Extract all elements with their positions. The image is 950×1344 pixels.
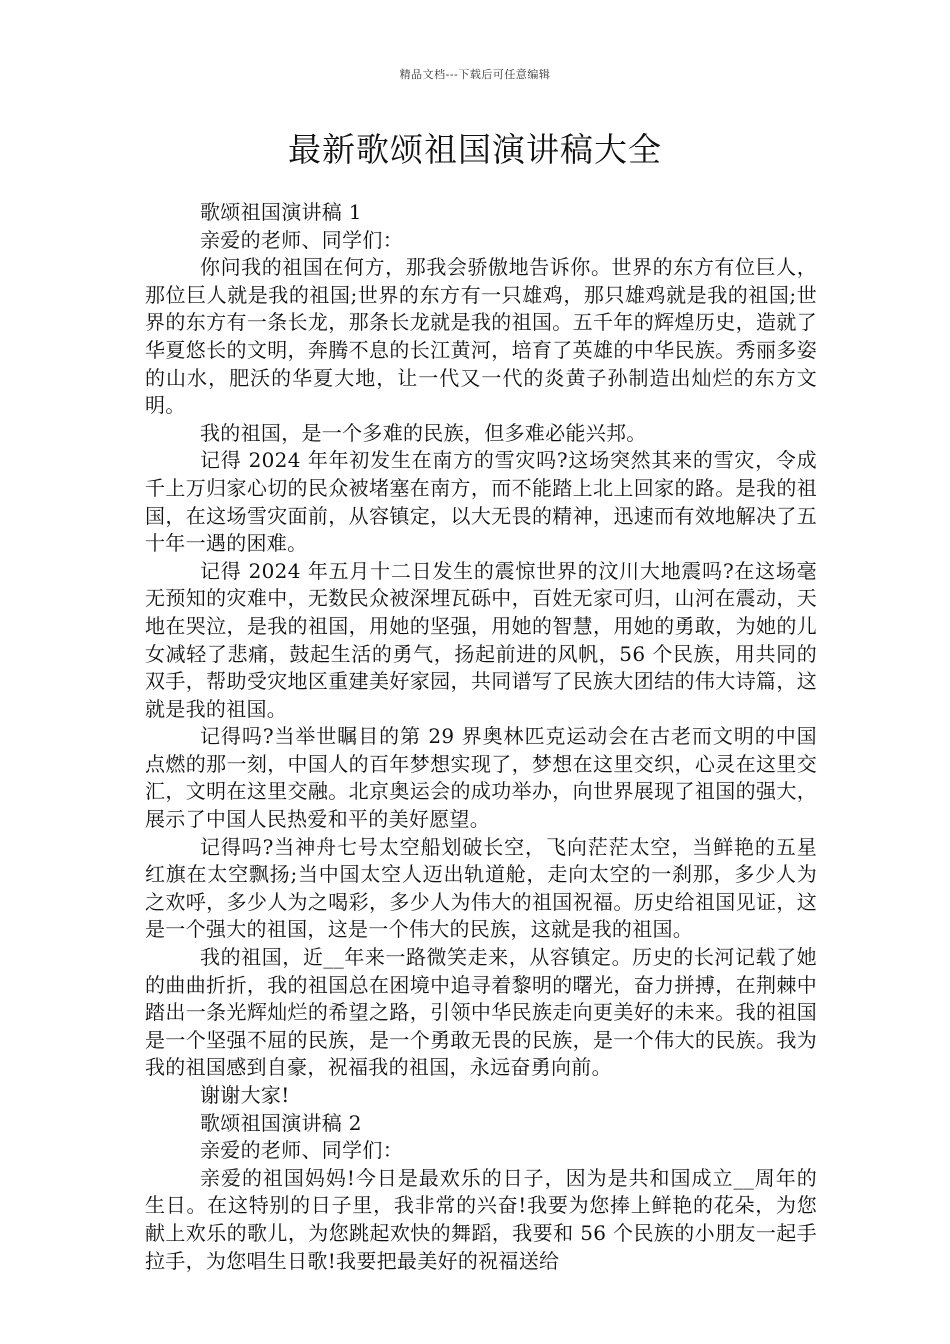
speech-1-heading: 歌颂祖国演讲稿 1: [200, 200, 362, 224]
body-paragraph: 我的祖国，近__年来一路微笑走来，从容镇定。历史的长河记载了她的曲曲折折，我的祖国总在困境中追寻着黎明的曙光，奋力拼搏，在荆棘中踏出一条光辉灿烂的希望之路，引领中华民族走向更美好的未来。我的祖国是一个坚强不屈的民族，是一个勇敢无畏的民族，是一个伟大的民族。我为我的祖国感到自豪，祝福我的祖国，永远奋勇向前。: [145, 945, 817, 1080]
body-paragraph: 记得 2024 年五月十二日发生的震惊世界的汶川大地震吗?在这场毫无预知的灾难中，无数民众被深埋瓦砾中，百姓无家可归，山河在震动，天地在哭泣，是我的祖国，用她的坚强，用她的智慧，用她的勇敢，为她的儿女减轻了悲痛，鼓起生活的勇气，扬起前进的风帆，56 个民族，用共同的双手，帮助受灾地区重建美好家园，共同谱写了民族大团结的伟大诗篇，这就是我的祖国。: [145, 558, 817, 721]
speech-2-heading: 歌颂祖国演讲稿 2: [200, 1110, 362, 1135]
body-paragraph: 亲爱的祖国妈妈!今日是最欢乐的日子，因为是共和国成立__周年的生日。在这特别的日子里，我非常的兴奋!我要为您捧上鲜艳的花朵，为您献上欢乐的歌儿，为您跳起欢快的舞蹈，我要和 56 个民族的小朋友一起手拉手，为您唱生日歌!我要把最美好的祝福送给: [145, 1165, 817, 1273]
document-title: 最新歌颂祖国演讲稿大全: [288, 130, 662, 169]
body-paragraph: 记得 2024 年年初发生在南方的雪灾吗?这场突然其来的雪灾，令成千上万归家心切的民众被堵塞在南方，而不能踏上北上回家的路。是我的祖国，在这场雪灾面前，从容镇定，以大无畏的精神，迅速而有效地解决了五十年一遇的困难。: [145, 448, 817, 556]
page-header-note: 精品文档---下载后可任意编辑: [399, 68, 551, 81]
body-paragraph: 你问我的祖国在何方，那我会骄傲地告诉你。世界的东方有位巨人，那位巨人就是我的祖国;世界的东方有一只雄鸡，那只雄鸡就是我的祖国;世界的东方有一条长龙，那条长龙就是我的祖国。五千年的辉煌历史，造就了华夏悠长的文明，奔腾不息的长江黄河，培育了英雄的中华民族。秀丽多姿的山水，肥沃的华夏大地，让一代又一代的炎黄子孙制造出灿烂的东方文明。: [145, 255, 817, 418]
document-body: [145, 199, 817, 1275]
body-paragraph: 记得吗?当神舟七号太空船划破长空，飞向茫茫太空，当鲜艳的五星红旗在太空飘扬;当中国太空人迈出轨道舱，走向太空的一刹那，多少人为之欢呼，多少人为之喝彩，多少人为伟大的祖国祝福。历史给祖国见证，这是一个强大的祖国，这是一个伟大的民族，这就是我的祖国。: [145, 834, 817, 942]
speech-1-closing: 谢谢大家!: [200, 1083, 290, 1107]
body-paragraph: 我的祖国，是一个多难的民族，但多难必能兴邦。: [200, 420, 647, 445]
body-paragraph: 记得吗?当举世瞩目的第 29 界奥林匹克运动会在古老而文明的中国点燃的那一刻，中国人的百年梦想实现了，梦想在这里交织，心灵在这里交汇，文明在这里交融。北京奥运会的成功举办，向世界展现了祖国的强大，展示了中国人民热爱和平的美好愿望。: [145, 724, 817, 832]
speech-1-salutation: 亲爱的老师、同学们：: [200, 227, 403, 252]
speech-2-salutation: 亲爱的老师、同学们：: [200, 1138, 403, 1163]
